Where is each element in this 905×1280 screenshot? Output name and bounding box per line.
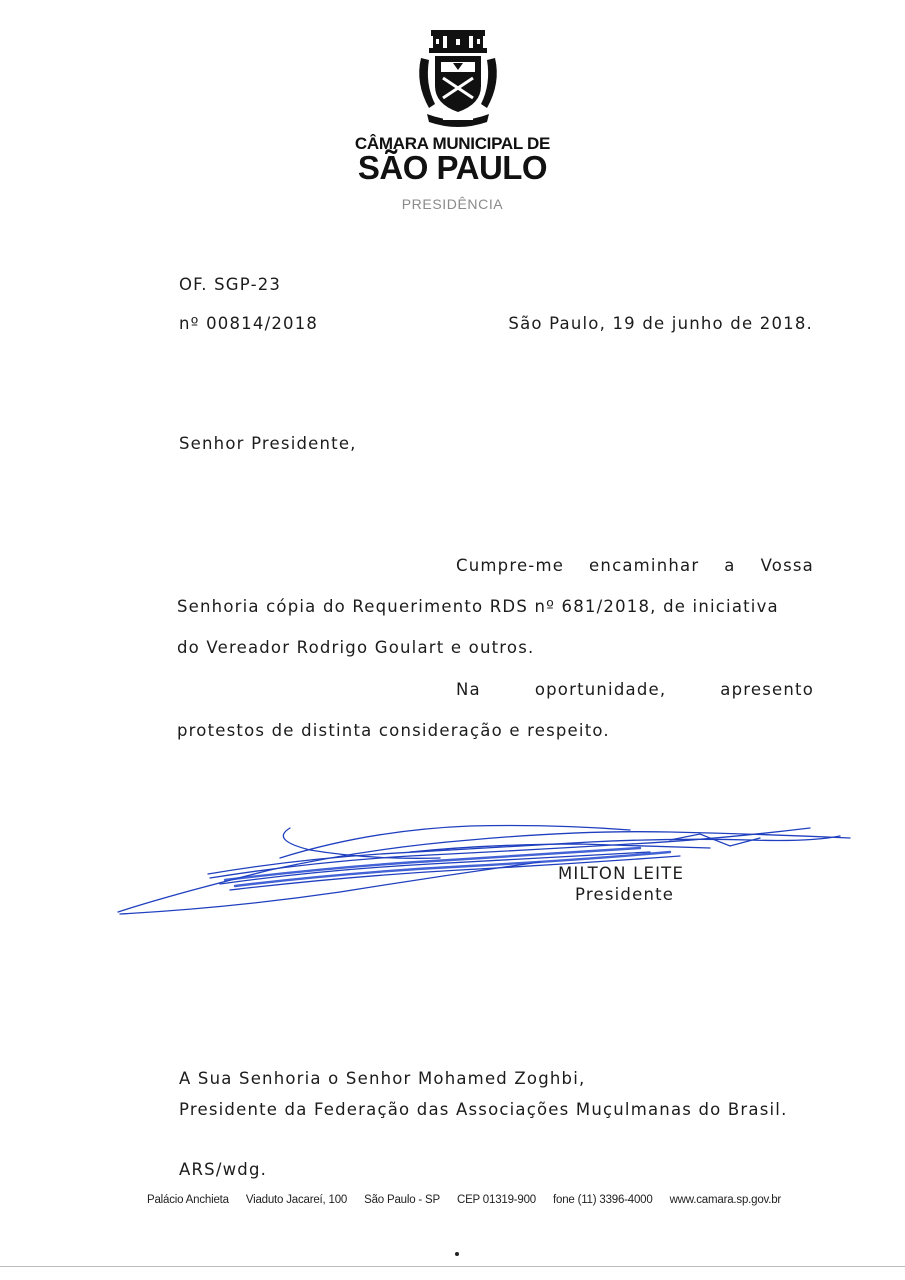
department-label: PRESIDÊNCIA	[401, 196, 504, 212]
paragraph1-line3: do Vereador Rodrigo Goulart e outros.	[177, 638, 535, 657]
paragraph2-line2: protestos de distinta consideração e respeito.	[177, 721, 610, 740]
footer-street: Viaduto Jacareí, 100	[245, 1194, 348, 1206]
scan-speck	[455, 1252, 459, 1256]
institution-name-line1: CÂMARA MUNICIPAL DE	[354, 134, 551, 153]
recipient-line1: A Sua Senhoria o Senhor Mohamed Zoghbi,	[179, 1069, 586, 1088]
reference-code: OF. SGP-23	[179, 275, 282, 294]
paragraph1-line2: Senhoria cópia do Requerimento RDS nº 681/2018, de iniciativa	[177, 597, 779, 616]
recipient-line2: Presidente da Federação das Associações Muçulmanas do Brasil.	[179, 1100, 788, 1119]
handwritten-signature	[110, 800, 870, 930]
salutation: Senhor Presidente,	[179, 434, 357, 453]
footer-address	[147, 1194, 781, 1206]
paragraph2-line1: Na oportunidade, apresento	[456, 680, 814, 699]
footer-cep: CEP 01319-900	[456, 1194, 536, 1206]
scan-edge-line	[0, 1266, 905, 1267]
typist-initials: ARS/wdg.	[179, 1160, 268, 1179]
letter-date: São Paulo, 19 de junho de 2018.	[508, 314, 813, 333]
institution-name-line2: SÃO PAULO	[357, 149, 548, 186]
signer-title: Presidente	[575, 885, 675, 904]
signer-name: MILTON LEITE	[558, 864, 685, 883]
coat-of-arms-icon	[413, 28, 503, 136]
paragraph1-line1: Cumpre-me encaminhar a Vossa	[456, 556, 814, 575]
reference-number: nº 00814/2018	[179, 314, 319, 333]
footer-website: www.camara.sp.gov.br	[669, 1194, 782, 1206]
footer-city: São Paulo - SP	[364, 1194, 440, 1206]
footer-phone: fone (11) 3396-4000	[553, 1194, 653, 1206]
footer-building: Palácio Anchieta	[147, 1194, 229, 1206]
